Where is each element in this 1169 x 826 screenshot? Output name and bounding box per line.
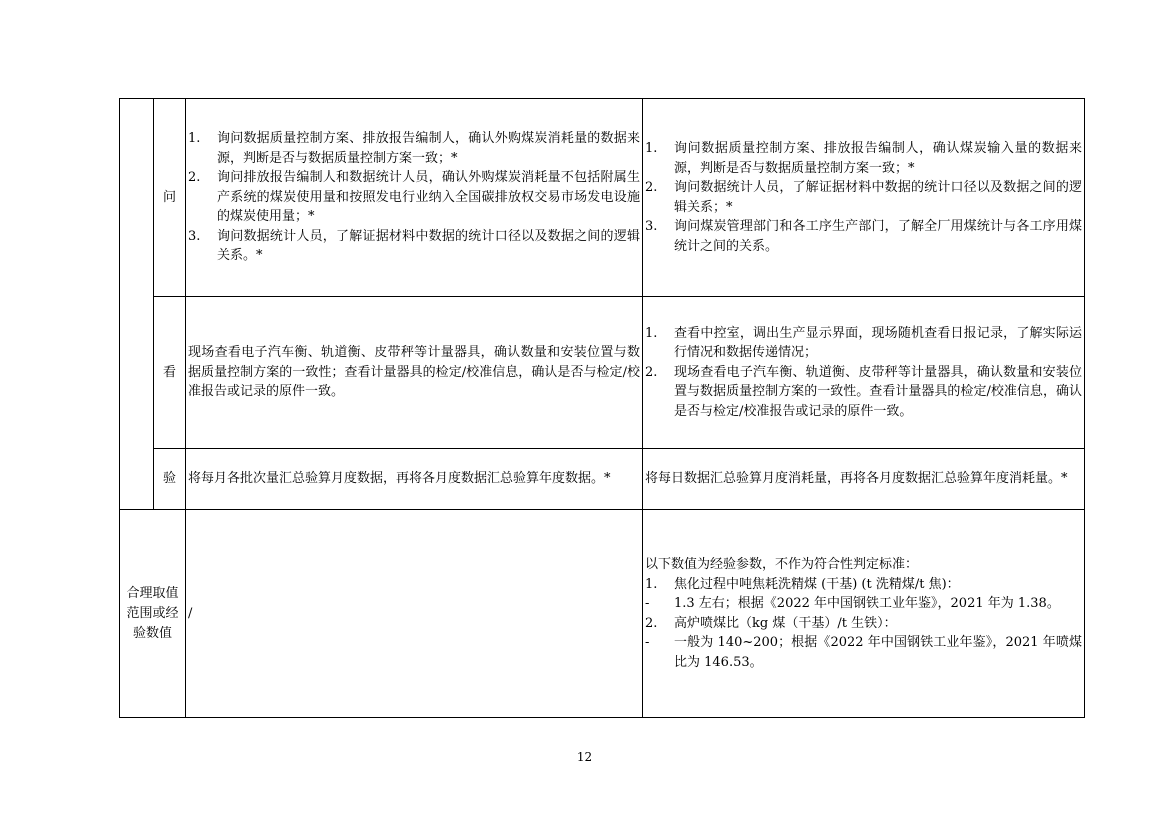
data-table	[119, 98, 1085, 718]
list-item: 2. 询问数据统计人员，了解证据材料中数据的统计口径以及数据之间的逻辑关系；*	[645, 180, 1082, 215]
page-number: 12	[576, 750, 593, 764]
list-item: 3. 询问煤炭管理部门和各工序生产部门，了解全厂用煤统计与各工序用煤统计之间的关系。	[645, 219, 1082, 254]
list-item: 1. 查看中控室，调出生产显示界面，现场随机查看日报记录，了解实际运行情况和数据传递情况；	[645, 325, 1082, 361]
column-divider	[642, 98, 643, 718]
table-border-right	[1084, 98, 1085, 718]
look-col2	[645, 297, 1082, 448]
list-item: 1. 焦化过程中吨焦耗洗精煤 (干基) (t 洗精煤/t 焦)：	[645, 576, 960, 592]
list-item: - 一般为 140~200；根据《2022 年中国钢铁工业年鉴》，2021 年喷煤比为 146.53。	[645, 635, 1082, 670]
range-col1	[188, 510, 640, 717]
look-col1-text: 现场查看电子汽车衡、轨道衡、皮带秤等计量器具，确认数量和安装位置与数据质量控制方案的一致性；查看计量器具的检定/校准信息，确认是否与检定/校准报告或记录的原件一致。	[188, 345, 640, 400]
list-item: 2. 询问排放报告编制人和数据统计人员，确认外购煤炭消耗量不包括附属生产系统的煤炭使用量和按照发电行业纳入全国碳排放权交易市场发电设施的煤炭使用量；*	[188, 170, 640, 225]
list-item: - 1.3 左右；根据《2022 年中国钢铁工业年鉴》，2021 年为 1.38。	[645, 596, 1060, 611]
range-intro: 以下数值为经验参数，不作为符合性判定标准：	[645, 557, 919, 572]
list-item: 3. 询问数据统计人员，了解证据材料中数据的统计口径以及数据之间的逻辑关系。*	[188, 228, 640, 264]
list-item: 1. 询问数据质量控制方案、排放报告编制人，确认外购煤炭消耗量的数据来源，判断是否与数据质量控制方案一致；*	[188, 131, 640, 166]
list-item: 2. 高炉喷煤比（kg 煤（干基）/t 生铁）：	[645, 615, 897, 631]
row-label-range-text: 合理取值范围或经验数值	[126, 585, 179, 641]
row-label-look: 看	[162, 364, 176, 380]
ask-col1	[188, 99, 640, 296]
table-border-bottom	[119, 717, 1085, 718]
verify-col2-text: 将每日数据汇总验算月度消耗量，再将各月度数据汇总验算年度消耗量。*	[645, 471, 1068, 487]
look-col1	[188, 297, 640, 448]
ask-col2	[645, 99, 1082, 296]
list-item: 2. 现场查看电子汽车衡、轨道衡、皮带秤等计量器具，确认数量和安装位置与数据质量控制方案的一致性。查看计量器具的检定/校准信息，确认是否与检定/校准报告或记录的原件一致。	[645, 364, 1082, 419]
column-divider	[185, 98, 186, 718]
range-col1-text: /	[188, 605, 193, 621]
verify-col1	[188, 449, 640, 509]
row-label-range	[120, 510, 185, 717]
list-item: 1. 询问数据质量控制方案、排放报告编制人，确认煤炭输入量的数据来源，判断是否与数据质量控制方案一致；*	[645, 141, 1082, 176]
verify-col2	[645, 449, 1082, 509]
row-label-ask: 问	[162, 189, 176, 205]
range-col2	[645, 510, 1082, 717]
row-label-verify: 验	[162, 471, 176, 487]
verify-col1-text: 将每月各批次量汇总验算月度数据，再将各月度数据汇总验算年度数据。*	[188, 471, 611, 487]
